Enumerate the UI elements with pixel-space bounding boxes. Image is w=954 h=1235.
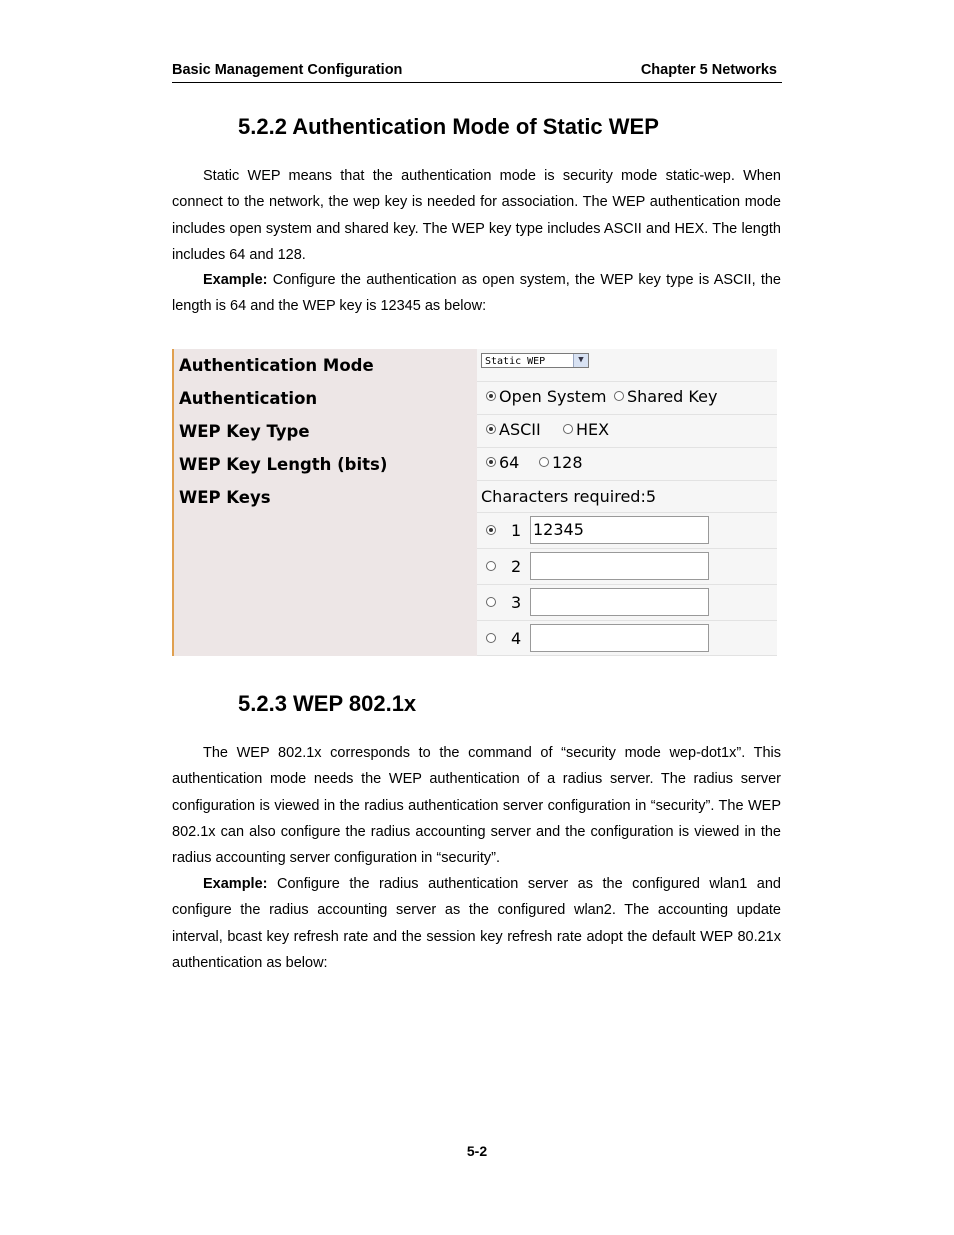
section-heading-523: 5.2.3 WEP 802.1x [238,691,417,716]
hex-label: HEX [576,420,610,439]
header-chapter: Chapter 5 Networks [640,62,777,78]
radio-unselected-icon[interactable] [486,561,496,571]
paragraph-wep-8021x-text: The WEP 802.1x corresponds to the command of “security mode wep-dot1x”. This authentication mode needs the WEP authentication of a radius server. The radius server configuration is viewed in the radius authentication server configuration in “security”. The WEP 802.1x can also configure the radius accounting server and the configuration is viewed in the radius accounting server configuration in “security”. [172,745,781,867]
example-label: Example: [203,272,268,288]
key-number: 3 [511,593,522,612]
header-title: Basic Management Configuration [172,62,403,78]
radio-selected-icon[interactable] [486,424,496,434]
radio-128[interactable] [539,453,583,472]
key-number: 2 [511,557,522,576]
row-chars-required [477,481,777,513]
auth-mode-select[interactable] [481,353,589,368]
radio-unselected-icon[interactable] [563,424,573,434]
radio-unselected-icon[interactable] [486,597,496,607]
radio-shared-key[interactable] [614,387,717,406]
radio-unselected-icon[interactable] [539,457,549,467]
paragraph-static-wep [172,163,781,268]
section-heading-522: 5.2.2 Authentication Mode of Static WEP [238,114,659,139]
radio-selected-icon[interactable] [486,457,496,467]
auth-mode-value: Static WEP [485,356,546,367]
paragraph-static-wep-text: Static WEP means that the authentication mode is security mode static-wep. When connect to the network, the wep key is needed for association. The WEP authentication mode includes open system and shared key. The WEP key type includes ASCII and HEX. The length includes 64 and 128. [172,168,781,263]
key-row-1 [477,513,777,549]
key-4-input[interactable] [530,624,709,652]
label-key-type: WEP Key Type [179,422,310,441]
label-wep-keys: WEP Keys [179,488,271,507]
key-number: 1 [511,521,522,540]
key-1-input[interactable]: 12345 [530,516,709,544]
radio-selected-icon[interactable] [486,525,496,535]
radio-unselected-icon[interactable] [486,633,496,643]
label-column [172,349,477,656]
paragraph-example-523 [172,871,781,976]
length-64-label: 64 [499,453,520,472]
row-authentication [477,382,777,415]
paragraph-wep-8021x [172,740,781,871]
radio-selected-icon[interactable] [486,391,496,401]
example-text: Configure the authentication as open system, the WEP key type is ASCII, the length is 64 and the WEP key is 12345 as below: [172,272,781,315]
ascii-label: ASCII [499,420,541,439]
key-row-2 [477,549,777,585]
length-128-label: 128 [552,453,583,472]
radio-open-system[interactable] [486,387,606,406]
chars-required-text: Characters required:5 [481,487,657,506]
radio-hex[interactable] [563,420,609,439]
paragraph-example-522 [172,267,781,320]
key-row-4 [477,621,777,656]
key-number: 4 [511,629,522,648]
page-number: 5-2 [466,1143,488,1159]
row-key-type [477,415,777,448]
shared-key-label: Shared Key [627,387,718,406]
radio-unselected-icon[interactable] [614,391,624,401]
label-key-length: WEP Key Length (bits) [179,455,388,474]
chevron-down-icon[interactable]: ▼ [573,354,588,367]
page-header [172,62,782,83]
label-auth-mode: Authentication Mode [179,356,374,375]
radio-64[interactable] [486,453,519,472]
row-auth-mode [477,349,777,382]
key-3-input[interactable] [530,588,709,616]
key-2-input[interactable] [530,552,709,580]
open-system-label: Open System [499,387,607,406]
wep-settings-screenshot [172,349,777,656]
key-row-3 [477,585,777,621]
value-column [477,349,777,656]
example-text: Configure the radius authentication server as the configured wlan1 and configure the radius accounting server as the configured wlan2. The accounting update interval, bcast key refresh rate and the session key refresh rate adopt the default WEP 80.21x authentication as below: [172,876,781,971]
row-key-length [477,448,777,481]
label-authentication: Authentication [179,389,318,408]
example-label: Example: [203,876,268,892]
radio-ascii[interactable] [486,420,541,439]
